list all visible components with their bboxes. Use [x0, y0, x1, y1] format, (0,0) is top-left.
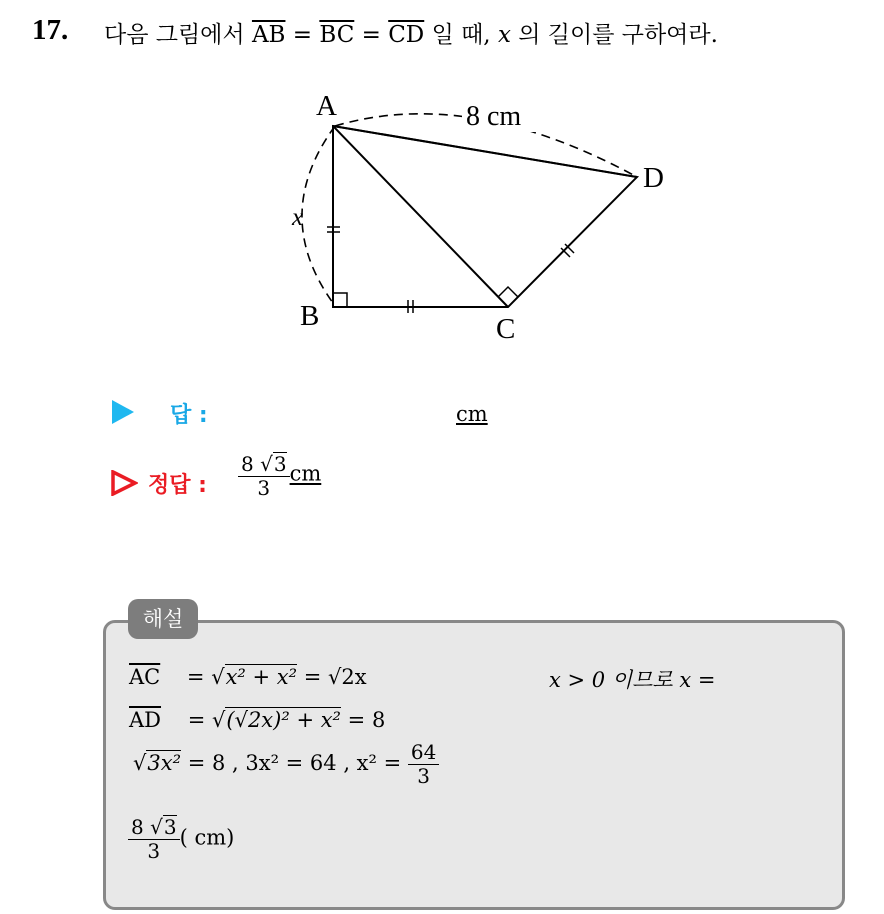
play-triangle-icon [112, 400, 134, 424]
right-angle-c [498, 287, 518, 297]
question-prefix: 다음 그림에서 [104, 22, 245, 48]
answer-label: 답 : [170, 403, 208, 428]
solution-tag: 해설 [128, 599, 198, 639]
equals-sign: = [292, 22, 313, 48]
segment-bc: $\overline{BC}$ [319, 22, 355, 48]
diagonal-ac [333, 126, 508, 307]
correct-label: 정답 : [148, 473, 207, 498]
diagonal-ad [333, 126, 637, 177]
equals-sign: = [361, 22, 381, 48]
solution-line-4: $\frac{8 √3}{3}$ ( cm) [128, 815, 234, 863]
side-x-label: x [292, 204, 304, 231]
question-suffix-b: 의 길이를 구하여라. [518, 22, 718, 48]
segment-cd: $\overline{CD}$ [388, 22, 425, 48]
outline-triangle-icon [110, 470, 138, 496]
quadrilateral-abcd [333, 126, 637, 307]
question-variable: x [497, 22, 511, 48]
geometry-figure [0, 0, 884, 360]
arc-length-label: 8 cm [466, 101, 522, 132]
vertex-b: B [300, 300, 320, 332]
solution-line-1: $\overline{AC}$ = √x² + x² = √2x [129, 665, 367, 689]
solution-line-3: √3x² = 8 , 3x² = 64 , x² = $\frac{64}{3}$ [133, 741, 439, 788]
correct-unit: cm [289, 461, 322, 486]
correct-value [238, 452, 321, 500]
answer-unit: cm [456, 402, 488, 426]
question-suffix-a: 일 때, [431, 22, 491, 48]
solution-line-2: $\overline{AD}$ = √(√2x)² + x² = 8 [129, 708, 386, 732]
vertex-c: C [496, 313, 516, 345]
correct-fraction: $\frac{8 √3}{3}$ [238, 452, 290, 500]
solution-line-1-right: x > 0 이므로 x = [549, 668, 716, 692]
solution-final-fraction: $\frac{8 √3}{3}$ [128, 815, 180, 863]
question-number: 17. [32, 14, 69, 46]
vertex-d: D [643, 162, 664, 194]
right-angle-b [333, 293, 347, 307]
segment-ab: $\overline{AB}$ [251, 22, 286, 48]
solution-fraction-64-3: $\frac{64}{3}$ [408, 741, 439, 788]
vertex-a: A [316, 90, 337, 122]
arc-ab [302, 126, 335, 303]
